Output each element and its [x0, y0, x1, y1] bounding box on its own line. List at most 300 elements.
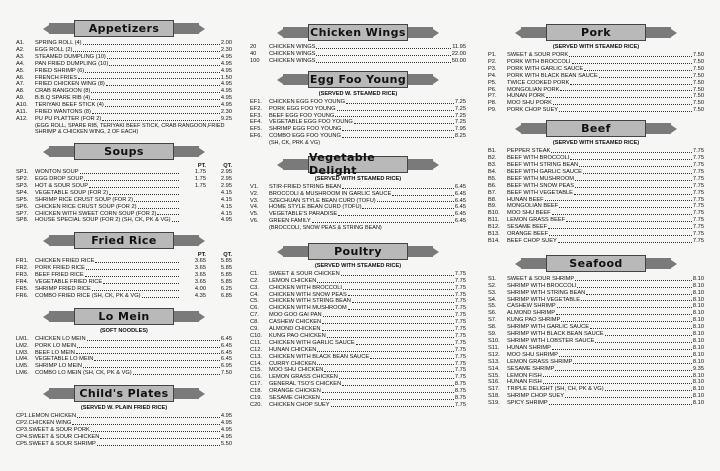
section-seafood	[488, 255, 704, 407]
item-name: BEEF WITH BROCCOLI	[507, 155, 570, 162]
item-name: BEEF WITH MUSHROOM	[507, 175, 574, 182]
item-name: PORK WITH BLACK BEAN SAUCE	[507, 72, 598, 79]
leader-dots	[543, 376, 692, 377]
menu-item-row	[250, 99, 466, 106]
item-code: SP2.	[16, 175, 29, 182]
item-price: 6.45	[454, 218, 466, 225]
leader-dots	[392, 195, 454, 196]
item-price: 7.75	[454, 402, 466, 408]
leader-dots	[322, 392, 454, 393]
leader-dots	[352, 302, 454, 303]
menu-list	[488, 52, 704, 114]
menu-item-row	[16, 61, 232, 68]
item-code: LM1.	[16, 335, 29, 342]
section-banner	[521, 24, 671, 41]
section-banner	[283, 243, 433, 260]
item-price: 8.75	[454, 395, 466, 402]
item-code: B6.	[488, 182, 497, 189]
menu-item-row	[488, 148, 704, 155]
item-name: SESAME CHICKEN	[269, 395, 320, 402]
item-code: C2.	[250, 277, 259, 284]
section-subtitle: (SOFT NOODLES)	[100, 327, 148, 334]
item-name: ORANGE CHICKEN	[269, 388, 321, 395]
menu-item-row	[250, 204, 466, 211]
menu-item-row	[250, 367, 466, 374]
leader-dots	[356, 344, 454, 345]
item-code: S19.	[488, 400, 500, 407]
item-code: A12.	[16, 115, 28, 122]
menu-item-row	[488, 73, 704, 80]
section-title: Lo Mein	[98, 309, 150, 323]
menu-item-row	[16, 47, 232, 54]
section-note: (BROCCOLI, SNOW PEAS & STRING BEAN)	[269, 225, 382, 232]
item-name: HUNAN FISH	[507, 379, 542, 386]
item-code: V2.	[250, 190, 259, 197]
item-name: SHRIMP EGG FOO YOUNG	[269, 126, 342, 133]
item-code: A8.	[16, 88, 25, 95]
item-name: EGG DROP SOUP	[35, 175, 84, 182]
item-code: S6.	[488, 310, 497, 317]
section-banner	[283, 151, 433, 178]
leader-dots	[543, 383, 692, 384]
item-code: A7.	[16, 81, 25, 88]
leader-dots	[558, 242, 692, 243]
item-price-pint: 3.65	[194, 258, 206, 265]
item-name: COMBO FRIED RICE (SH, CK, PK & VG)	[35, 292, 141, 299]
menu-item-row	[488, 197, 704, 204]
menu-item-row	[16, 363, 232, 370]
leader-dots	[583, 173, 692, 174]
menu-item-row	[16, 293, 232, 300]
leader-dots	[545, 200, 692, 201]
menu-item-row	[488, 169, 704, 176]
menu-item-row	[16, 102, 232, 109]
menu-list	[16, 258, 232, 299]
menu-list	[488, 148, 704, 245]
item-price-quart: 4.95	[220, 217, 232, 224]
item-name: PORK EGG FOO YOUNG	[269, 105, 336, 112]
item-name: SHRIMP RICE CRUST SOUP (FOR 2)	[35, 196, 133, 203]
menu-item-row	[488, 324, 704, 331]
item-code: LM5.	[16, 363, 29, 370]
menu-item-row	[488, 107, 704, 114]
item-name: VEGETABLE'S PARADISE	[269, 211, 338, 218]
menu-item-row	[16, 190, 232, 197]
item-code: P4.	[488, 72, 497, 79]
item-price-quart: 2.95	[220, 175, 232, 182]
item-name: CP4.SWEET & SOUR CHICKEN	[16, 433, 100, 440]
item-price-pint: 3.65	[194, 272, 206, 279]
section-title: Seafood	[569, 256, 623, 270]
item-price: 7.75	[454, 346, 466, 353]
item-price: 7.75	[692, 203, 704, 210]
menu-item-row	[250, 381, 466, 388]
leader-dots	[343, 289, 454, 290]
item-name: CHICKEN WINGS	[269, 50, 316, 57]
section-title: Chicken Wings	[310, 26, 406, 39]
item-name: BEEF LO MEIN	[35, 349, 75, 356]
item-code: C12.	[250, 346, 263, 353]
leader-dots	[100, 438, 220, 439]
item-code: B8.	[488, 196, 497, 203]
item-code: EF6.	[250, 133, 263, 140]
item-price: 4.95	[220, 60, 232, 67]
menu-item-row	[488, 400, 704, 407]
item-price: 7.75	[692, 237, 704, 244]
menu-item-row	[16, 88, 232, 95]
item-price: 8.10	[692, 379, 704, 386]
item-code: C11.	[250, 339, 262, 346]
leader-dots	[322, 323, 454, 324]
section-banner	[521, 255, 671, 272]
leader-dots	[574, 194, 692, 195]
section-appetizers	[16, 20, 232, 136]
menu-item-row	[16, 441, 232, 448]
item-price: 4.95	[220, 88, 232, 95]
menu-item-row	[488, 217, 704, 224]
item-code: C19.	[250, 395, 263, 402]
item-name: SHRIMP WITH BROCCOLI	[507, 282, 577, 289]
item-code: LM2.	[16, 342, 29, 349]
item-code: A5.	[16, 67, 25, 74]
item-name: ORANGE BEEF	[507, 231, 549, 238]
item-name: TWICE COOKED PORK	[507, 79, 570, 86]
leader-dots	[560, 90, 691, 91]
leader-dots	[572, 63, 692, 64]
leader-dots	[573, 363, 692, 364]
item-name: B.B.Q SPARE RIB (4)	[35, 95, 91, 102]
menu-list	[16, 40, 232, 123]
item-code: S5.	[488, 303, 497, 310]
item-price: 4.95	[220, 67, 232, 74]
leader-dots	[342, 385, 454, 386]
item-code: B5.	[488, 175, 497, 182]
leader-dots	[327, 337, 454, 338]
item-name: MOO SHU BEEF	[507, 210, 551, 217]
menu-item-row	[16, 420, 232, 427]
item-price: 8.10	[692, 289, 704, 296]
qt-header: QT.	[223, 163, 232, 170]
item-price: 7.25	[454, 119, 466, 126]
menu-item-row	[16, 81, 232, 88]
item-code: B13.	[488, 231, 500, 238]
menu-item-row	[250, 218, 466, 225]
item-name: LEMON CHICKEN	[269, 277, 317, 284]
item-name: MOO GOO GAI PAN	[269, 312, 322, 319]
menu-item-row	[16, 95, 232, 102]
item-price: 6.45	[454, 197, 466, 204]
item-code: S10.	[488, 338, 500, 344]
item-code: FR1.	[16, 258, 29, 265]
menu-item-row	[250, 333, 466, 340]
item-code: S1.	[488, 275, 497, 282]
menu-item-row	[16, 40, 232, 47]
section-note: (SH, CK, PRK & VG)	[269, 140, 321, 147]
item-price: 7.75	[454, 332, 466, 339]
item-name: BEEF WITH GARLIC SAUCE	[507, 168, 582, 175]
menu-item-row	[488, 238, 704, 245]
item-name: GREEN FAMILY	[269, 218, 311, 225]
item-name: SHRIMP WITH LOBSTER SAUCE	[507, 338, 595, 344]
section-banner	[283, 71, 433, 88]
item-name: PORK WITH GARLIC SAUCE	[507, 65, 584, 72]
item-price: 4.95	[220, 95, 232, 102]
menu-item-row	[250, 395, 466, 402]
item-name: SPRING ROLL (4)	[35, 40, 82, 46]
item-price: 8.25	[454, 133, 466, 140]
item-price: 7.75	[454, 319, 466, 326]
item-price-pint: 3.65	[194, 279, 206, 286]
item-code: S9.	[488, 331, 497, 338]
item-code: A1.	[16, 40, 25, 46]
item-price: 7.75	[692, 161, 704, 168]
item-code: A4.	[16, 60, 25, 67]
item-name: VEGETABLE SOUP (FOR 2)	[35, 189, 109, 196]
leader-dots	[569, 56, 692, 57]
menu-item-row	[488, 52, 704, 59]
leader-dots	[324, 371, 454, 372]
item-code: S14.	[488, 365, 500, 372]
item-name: COMBO EGG FOO YOUNG	[269, 133, 341, 140]
item-code: 100	[250, 57, 260, 64]
item-code: EF2.	[250, 105, 263, 112]
item-name: STEAMED DUMPLING (10)	[35, 53, 106, 60]
menu-item-row	[16, 350, 232, 357]
leader-dots	[555, 370, 692, 371]
section-title: Poultry	[334, 244, 382, 258]
leader-dots	[557, 307, 692, 308]
leader-dots	[106, 85, 220, 86]
item-price: 7.50	[692, 58, 704, 65]
item-price: 6.45	[454, 190, 466, 197]
menu-item-row	[16, 116, 232, 123]
item-name: CRAB RANGOON (8)	[35, 88, 91, 95]
leader-dots	[348, 309, 454, 310]
item-code: A10.	[16, 102, 28, 109]
item-name: FRIED SHRIMP (6)	[35, 67, 85, 74]
menu-item-row	[250, 133, 466, 140]
item-name: ALMOND SHRIMP	[507, 310, 556, 317]
item-price: 7.50	[692, 100, 704, 107]
item-code: C14.	[250, 360, 263, 367]
item-price: 7.95	[454, 126, 466, 133]
item-code: A2.	[16, 46, 25, 53]
item-price-quart: 4.15	[220, 196, 232, 203]
menu-list	[16, 169, 232, 224]
menu-item-row	[16, 169, 232, 176]
item-code: C1.	[250, 270, 259, 277]
item-price: 7.75	[454, 353, 466, 360]
section-vegetable-delight	[250, 151, 466, 232]
section-soups	[16, 143, 232, 224]
item-price: 8.10	[692, 331, 704, 338]
item-name: BEEF WITH STRING BEAN	[507, 161, 579, 168]
menu-item-row	[488, 93, 704, 100]
menu-item-row	[250, 298, 466, 305]
leader-dots	[570, 159, 692, 160]
item-price: 11.95	[452, 44, 466, 50]
item-name: SESAME SHRIMP	[507, 365, 555, 372]
menu-item-row	[250, 326, 466, 333]
menu-list	[250, 99, 466, 140]
item-price-quart: 4.15	[220, 203, 232, 210]
item-price: 4.95	[220, 102, 232, 109]
menu-item-row	[488, 352, 704, 359]
menu-item-row	[250, 285, 466, 292]
item-code: B11.	[488, 217, 500, 224]
item-name: HOT & SOUR SOUP	[35, 182, 88, 189]
item-name: VEGETABLE EGG FOO YOUNG	[269, 119, 353, 126]
item-price: 6.45	[454, 204, 466, 211]
item-code: S13.	[488, 358, 500, 365]
menu-item-row	[488, 331, 704, 338]
item-code: S16.	[488, 379, 500, 386]
menu-item-row	[488, 231, 704, 238]
leader-dots	[91, 99, 220, 100]
leader-dots	[599, 77, 692, 78]
item-name: MOO SHU CHICKEN	[269, 367, 324, 374]
item-name: STIR-FRIED STRING BEAN	[269, 183, 342, 190]
item-code: B3.	[488, 161, 497, 168]
item-code: C6.	[250, 305, 259, 312]
leader-dots	[89, 187, 179, 188]
item-price: 8.10	[692, 310, 704, 317]
item-code: P9.	[488, 107, 497, 114]
item-name: HUNAN CHICKEN	[269, 346, 317, 353]
item-price-quart: 4.15	[220, 210, 232, 217]
item-price-quart: 2.95	[220, 169, 232, 176]
menu-item-row	[250, 361, 466, 368]
item-name: CHICKEN WINGS	[269, 57, 316, 64]
leader-dots	[338, 215, 454, 216]
item-name: LEMON GRASS SHRIMP	[507, 358, 573, 365]
item-name: SHRIMP WITH GARLIC SAUCE	[507, 324, 590, 331]
item-price: 7.75	[454, 312, 466, 319]
item-price: 7.75	[692, 168, 704, 175]
item-name: SWEET & SOUR CHICKEN	[269, 270, 340, 277]
item-price: 7.50	[692, 79, 704, 86]
item-price: 7.75	[692, 155, 704, 162]
leader-dots	[337, 110, 454, 111]
item-code: S18.	[488, 393, 500, 400]
menu-item-row	[250, 119, 466, 126]
item-price: 7.75	[692, 196, 704, 203]
item-price: 7.75	[454, 360, 466, 367]
section-banner	[49, 308, 199, 325]
item-code: P7.	[488, 93, 497, 100]
leader-dots	[83, 367, 220, 368]
menu-item-row	[488, 345, 704, 352]
item-price: 6.95	[220, 363, 232, 370]
menu-item-row	[250, 292, 466, 299]
item-code: B12.	[488, 224, 500, 231]
item-name: CURRY CHICKEN	[269, 360, 317, 367]
menu-item-row	[488, 100, 704, 107]
menu-column-left	[16, 20, 232, 454]
leader-dots	[575, 187, 692, 188]
leader-dots	[561, 321, 692, 322]
item-code: FR2.	[16, 265, 29, 272]
item-price: 6.45	[220, 349, 232, 356]
menu-item-row	[488, 359, 704, 366]
item-code: C4.	[250, 291, 259, 298]
item-code: V3.	[250, 197, 259, 204]
section-title: Appetizers	[88, 22, 160, 35]
menu-item-row	[488, 290, 704, 297]
menu-list	[250, 271, 466, 409]
leader-dots	[316, 62, 450, 63]
item-code: 40	[250, 50, 257, 57]
item-name: CHICKEN WITH BROCCOLI	[269, 284, 342, 291]
menu-item-row	[250, 271, 466, 278]
leader-dots	[552, 214, 692, 215]
leader-dots	[102, 120, 220, 121]
item-price: 4.95	[220, 413, 232, 420]
item-name: FRIED CHICKEN WING (8)	[35, 81, 105, 88]
section-banner	[49, 232, 199, 249]
leader-dots	[78, 78, 220, 79]
item-code: S3.	[488, 289, 497, 296]
menu-item-row	[488, 276, 704, 283]
item-price: 4.95	[220, 427, 232, 433]
item-price: 7.50	[692, 52, 704, 58]
leader-dots	[109, 65, 220, 66]
item-code: C9.	[250, 326, 259, 333]
leader-dots	[559, 207, 692, 208]
item-name: SWEET & SOUR PORK	[507, 52, 569, 58]
item-code: V6.	[250, 218, 259, 225]
item-name: MOO SHU SHRIMP	[507, 351, 558, 358]
item-price: 8.10	[692, 393, 704, 400]
item-price: 7.25	[454, 105, 466, 112]
item-code: P2.	[488, 58, 497, 65]
leader-dots	[72, 424, 220, 425]
item-code: SP4.	[16, 189, 29, 196]
menu-item-row	[488, 210, 704, 217]
item-price: 7.75	[692, 148, 704, 155]
item-price: 8.10	[692, 275, 704, 282]
leader-dots	[577, 287, 692, 288]
item-name: EGG ROLL (2)	[35, 46, 73, 53]
menu-item-row	[488, 183, 704, 190]
section-banner	[49, 143, 199, 160]
leader-dots	[331, 406, 454, 407]
menu-item-row	[16, 356, 232, 363]
item-code: P1.	[488, 52, 497, 58]
section-chicken-wings	[250, 24, 466, 65]
leader-dots	[80, 173, 179, 174]
menu-item-row	[250, 319, 466, 326]
item-name: SESAME BEEF	[507, 224, 548, 231]
item-name: LEMON FISH	[507, 372, 542, 379]
leader-dots	[605, 335, 692, 336]
item-price-pint: 4.35	[194, 292, 206, 299]
leader-dots	[341, 275, 454, 276]
item-name: VEGETABLE LO MEIN	[35, 356, 94, 363]
menu-item-row	[16, 258, 232, 265]
menu-item-row	[16, 370, 232, 377]
item-name: CHICKEN LO MEIN	[35, 335, 86, 342]
section-pork	[488, 24, 704, 114]
item-price: 7.75	[692, 224, 704, 231]
item-price: 7.75	[692, 189, 704, 196]
item-name: PORK CHOP SUEY	[507, 107, 559, 114]
item-name: CASHEW CHICKEN	[269, 319, 322, 326]
menu-item-row	[488, 224, 704, 231]
menu-item-row	[16, 54, 232, 61]
item-price: 7.75	[692, 231, 704, 238]
menu-item-row	[250, 211, 466, 218]
